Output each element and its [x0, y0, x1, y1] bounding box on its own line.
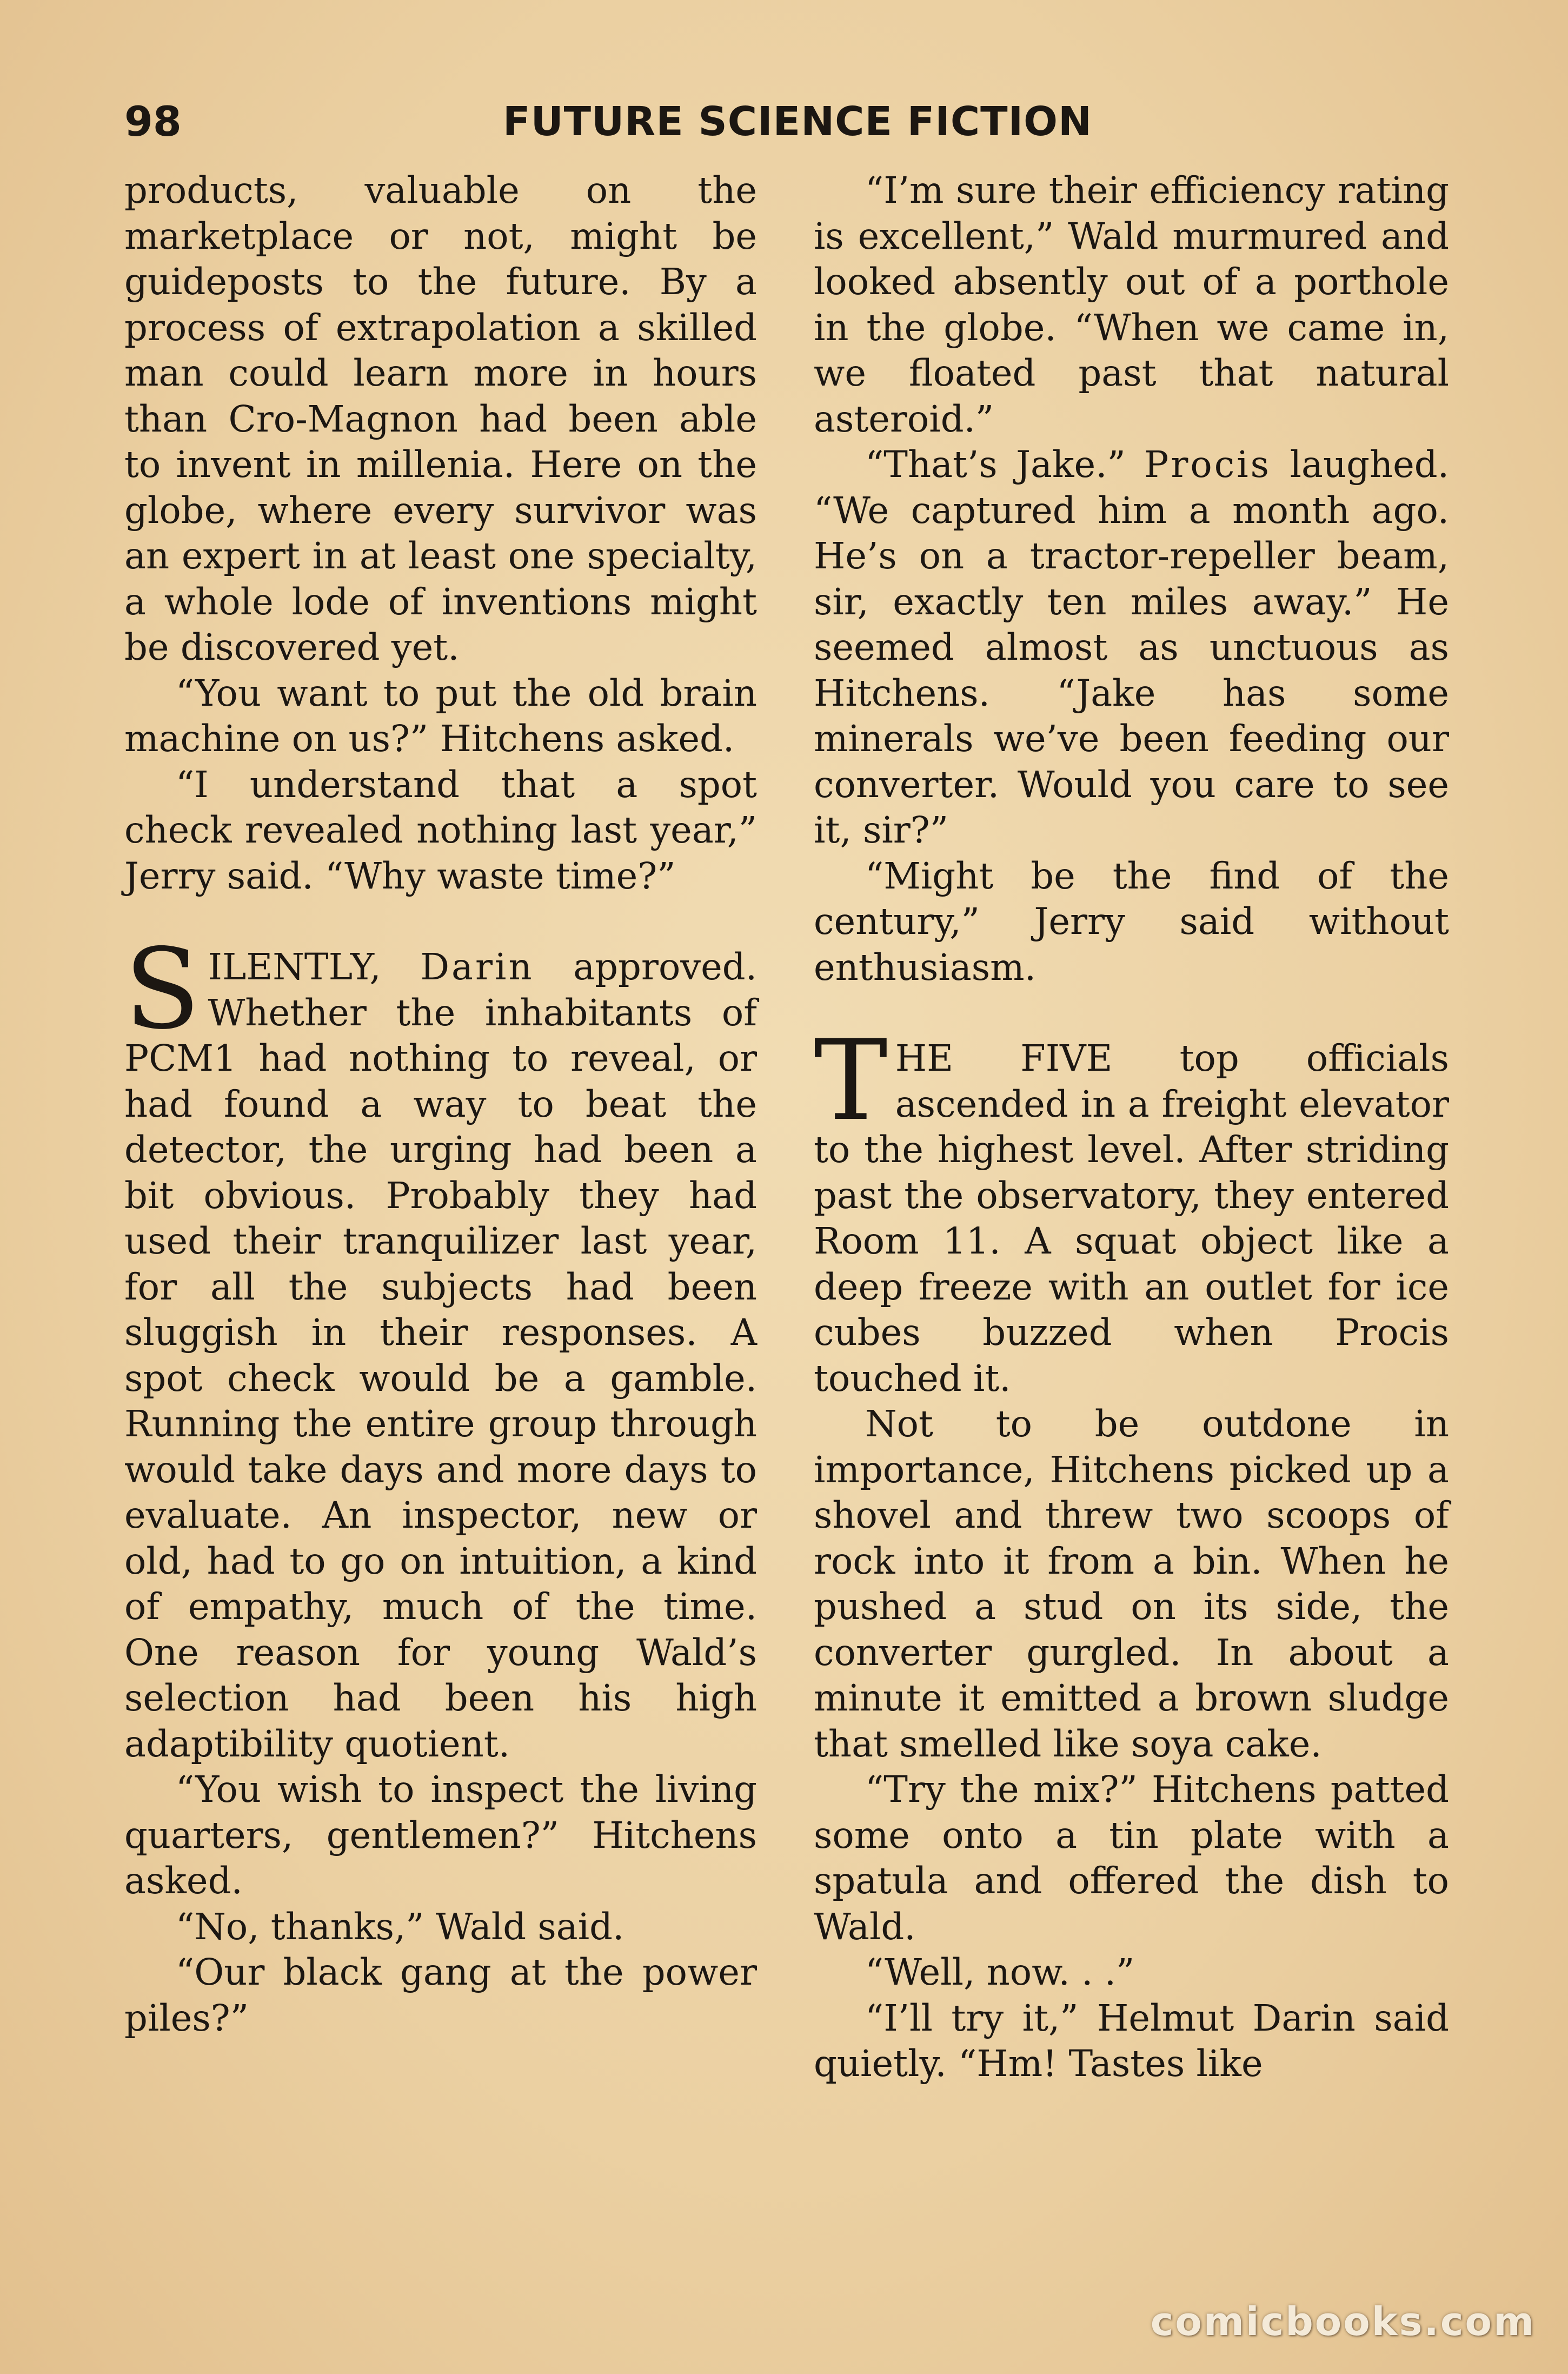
page-number: 98: [124, 97, 182, 145]
lead-in: ILENTLY,: [208, 946, 381, 988]
paragraph: “No, thanks,” Wald said.: [176, 1905, 624, 1948]
paragraph: “Might be the find of the century,” Jerry said without enthusiasm.: [814, 854, 1449, 989]
paragraph-text: approved. Whether the inhabitants of PCM1 had nothing to reveal, or had found a way to beat the detector, the urging had been a bit obvious. Probably they had used their tranquilizer last year, for all the subjects had been sluggish in their responses. A spot check would be a gamble. Running the entire group through would take days and more days to evaluate. An inspector, new or old, had to go on intuition, a kind of empathy, much of the time. One reason for young Wald’s selection had been his high adaptibility quotient.: [124, 946, 757, 1765]
paragraph: “You want to put the old brain machine on us?” Hitchens asked.: [124, 672, 757, 760]
paragraph: “I understand that a spot check revealed nothing last year,” Jerry said. “Why waste time?”: [124, 763, 757, 897]
page-header: [124, 92, 1092, 151]
running-title: FUTURE SCIENCE FICTION: [503, 98, 1092, 145]
paragraph: “I’ll try it,” Helmut Darin said quietly. “Hm! Tastes like: [814, 1997, 1449, 2085]
paragraph-text: “That’s Jake.”: [865, 443, 1145, 486]
drop-cap: S: [124, 925, 201, 1054]
drop-cap: T: [814, 1017, 888, 1145]
paragraph-text: top officials ascended in a freight elevator to the highest level. After striding past the observatory, they entered Room 11. A squat object like a deep freeze with an outlet for ice cubes buzzed when Procis touched it.: [814, 1037, 1449, 1400]
right-column: [814, 168, 1449, 2087]
spaced-name: Procis: [1144, 443, 1272, 486]
lead-in: HE FIVE: [895, 1037, 1113, 1079]
paragraph: [814, 442, 1449, 853]
section-paragraph: [814, 1017, 1449, 1401]
left-column: [124, 168, 757, 2041]
spaced-name: Darin: [420, 946, 534, 988]
paragraph: Not to be outdone in importance, Hitchens picked up a shovel and threw two scoops of rock into it from a bin. When he pushed a stud on its side, the converter gurgled. In about a minute it emitted a brown sludge that smelled like soya cake.: [814, 1403, 1449, 1765]
section-paragraph: [124, 925, 757, 1767]
site-watermark: comicbooks.com: [1150, 2299, 1536, 2344]
paragraph-text: laughed. “We captured him a month ago. He’s on a tractor-repeller beam, sir, exactly ten miles away.” He seemed almost as unctuous as Hitchens. “Jake has some minerals we’ve been feeding our converter. Would you care to see it, sir?”: [814, 443, 1449, 851]
paragraph: “I’m sure their efficiency rating is excellent,” Wald murmured and looked absently out of a porthole in the globe. “When we came in, we floated past that natural asteroid.”: [814, 169, 1449, 440]
paragraph: “You wish to inspect the living quarters, gentlemen?” Hitchens asked.: [124, 1768, 757, 1902]
paragraph: “Well, now. . .”: [865, 1951, 1135, 1993]
paragraph: products, valuable on the marketplace or not, might be guideposts to the future. By a process of extrapolation a skilled man could learn more in hours than Cro-Magnon had been able to invent in millenia. Here on the globe, where every survivor was an expert in at least one specialty, a whole lode of inventions might be discovered yet.: [124, 169, 757, 668]
paragraph: “Try the mix?” Hitchens patted some onto a tin plate with a spatula and offered the dish to Wald.: [814, 1768, 1449, 1948]
paragraph: “Our black gang at the power piles?”: [124, 1951, 757, 2039]
